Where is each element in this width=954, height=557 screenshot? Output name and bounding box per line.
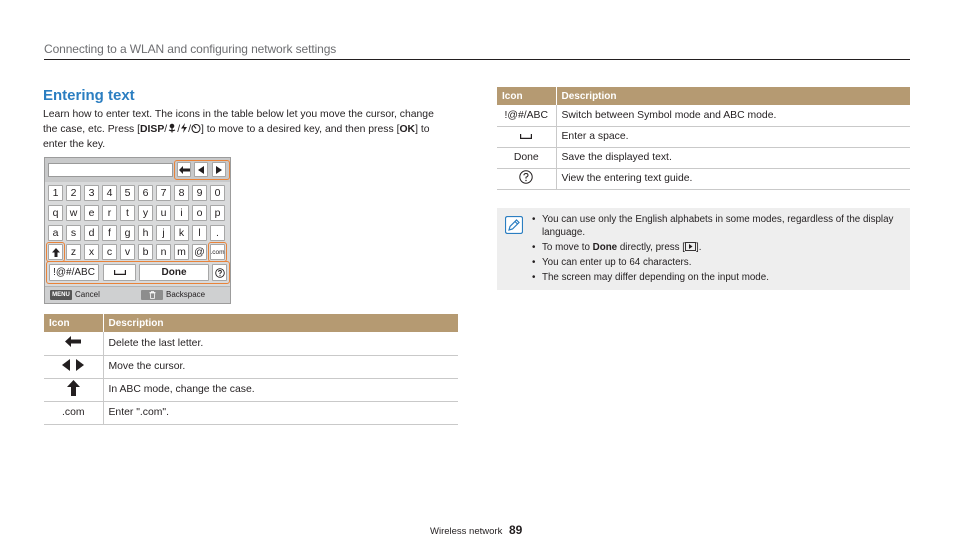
table-header-row	[44, 314, 458, 332]
list-item: • You can use only the English alphabets in some modes, regardless of the display language.	[541, 213, 903, 239]
icon-column-header: Icon	[497, 87, 556, 105]
key-t: t	[120, 205, 135, 221]
shift-up-arrow-icon	[67, 380, 80, 396]
icon-cell	[44, 378, 103, 401]
bottom-row-highlight	[46, 261, 230, 284]
icon-cell: !@#/ABC	[497, 105, 556, 126]
intro-separator: /	[177, 124, 181, 135]
key-w: w	[66, 205, 81, 221]
trash-icon	[149, 291, 156, 299]
cursor-arrows-icon	[62, 359, 84, 371]
description-cell: View the entering text guide.	[556, 168, 910, 189]
intro-separator: /	[164, 124, 168, 135]
icon-cell	[497, 168, 556, 189]
page-number: 89	[509, 523, 523, 537]
keyboard-footer-bar	[45, 286, 230, 303]
key-y: y	[138, 205, 153, 221]
key-3: 3	[84, 185, 99, 201]
key-9: 9	[192, 185, 207, 201]
backspace-arrow-icon	[65, 336, 81, 347]
icon-cell	[44, 355, 103, 378]
done-key: Done	[139, 264, 209, 281]
playback-button-icon	[685, 242, 696, 251]
key-j: j	[156, 225, 171, 241]
key-b: b	[138, 244, 153, 260]
key-c: c	[102, 244, 117, 260]
key-v: v	[120, 244, 135, 260]
key-u: u	[156, 205, 171, 221]
intro-text: ] to move to a desired key, and then press [	[200, 124, 400, 135]
key-h: h	[138, 225, 153, 241]
note-text: To move to	[542, 242, 593, 253]
shift-key-highlight	[46, 242, 65, 262]
key-8: 8	[174, 185, 189, 201]
com-key: .com	[210, 244, 225, 260]
table-row	[44, 401, 458, 424]
intro-separator: /	[188, 124, 191, 135]
running-head: Connecting to a WLAN and configuring network settings	[44, 42, 337, 56]
footer-section-label: Wireless network	[430, 526, 503, 537]
key-period: .	[210, 225, 225, 241]
note-pencil-icon	[505, 216, 523, 234]
key-f: f	[102, 225, 117, 241]
note-box	[497, 208, 910, 290]
table-row	[44, 332, 458, 355]
key-m: m	[174, 244, 189, 260]
disp-button-label: DISP	[140, 124, 165, 135]
icon-cell	[44, 332, 103, 355]
flash-icon	[180, 123, 188, 133]
key-1: 1	[48, 185, 63, 201]
list-item: • The screen may differ depending on the input mode.	[541, 271, 903, 284]
text-input-field	[48, 163, 173, 177]
description-cell: Delete the last letter.	[103, 332, 458, 355]
timer-icon	[191, 123, 201, 133]
ok-button-label: OK	[399, 124, 416, 135]
keyboard-functions-table	[497, 87, 910, 190]
note-text: directly, press [	[617, 242, 686, 253]
table-row	[497, 147, 910, 168]
intro-paragraph	[43, 107, 443, 152]
key-a: a	[48, 225, 63, 241]
key-n: n	[156, 244, 171, 260]
cursor-keys-highlight	[174, 160, 230, 180]
key-7: 7	[156, 185, 171, 201]
key-e: e	[84, 205, 99, 221]
table-header-row	[497, 87, 910, 105]
key-0: 0	[210, 185, 225, 201]
table-row	[497, 105, 910, 126]
key-6: 6	[138, 185, 153, 201]
key-l: l	[192, 225, 207, 241]
list-item: • You can enter up to 64 characters.	[541, 256, 903, 269]
com-key-highlight	[208, 242, 227, 262]
macro-flower-icon	[167, 123, 177, 133]
key-k: k	[174, 225, 189, 241]
keyboard-icons-table	[44, 314, 458, 425]
table-row	[497, 168, 910, 189]
key-s: s	[66, 225, 81, 241]
cancel-label: Cancel	[75, 290, 100, 299]
section-title: Entering text	[43, 87, 135, 104]
symbol-mode-key: !@#/ABC	[49, 264, 99, 281]
icon-column-header: Icon	[44, 314, 103, 332]
key-x: x	[84, 244, 99, 260]
description-column-header: Description	[103, 314, 458, 332]
list-item	[541, 241, 903, 254]
description-cell: Save the displayed text.	[556, 147, 910, 168]
note-list	[541, 213, 903, 286]
table-row	[44, 355, 458, 378]
description-cell: Enter a space.	[556, 126, 910, 147]
key-z: z	[66, 244, 81, 260]
key-d: d	[84, 225, 99, 241]
key-2: 2	[66, 185, 81, 201]
intro-text: ] to enter the key.	[43, 124, 430, 150]
key-5: 5	[120, 185, 135, 201]
help-icon	[519, 170, 533, 184]
backspace-label: Backspace	[166, 290, 206, 299]
key-q: q	[48, 205, 63, 221]
keyboard-illustration	[44, 157, 231, 304]
delete-button-badge	[141, 290, 163, 300]
description-cell: Switch between Symbol mode and ABC mode.	[556, 105, 910, 126]
key-g: g	[120, 225, 135, 241]
key-o: o	[192, 205, 207, 221]
space-icon	[520, 134, 532, 139]
note-text: ].	[696, 242, 702, 253]
key-p: p	[210, 205, 225, 221]
note-bold-text: Done	[592, 242, 618, 253]
description-cell: Move the cursor.	[103, 355, 458, 378]
icon-cell: Done	[497, 147, 556, 168]
key-r: r	[102, 205, 117, 221]
icon-cell	[497, 126, 556, 147]
key-i: i	[174, 205, 189, 221]
description-cell: In ABC mode, change the case.	[103, 378, 458, 401]
key-4: 4	[102, 185, 117, 201]
description-cell: Enter ".com".	[103, 401, 458, 424]
key-at: @	[192, 244, 207, 260]
icon-cell: .com	[44, 401, 103, 424]
description-column-header: Description	[556, 87, 910, 105]
intro-text: Learn how to enter text. The icons in the table below let you move the cursor, change the case, etc. Press [	[43, 109, 434, 135]
table-row	[44, 378, 458, 401]
menu-button-badge: MENU	[50, 290, 72, 300]
header-rule	[44, 59, 910, 60]
table-row	[497, 126, 910, 147]
